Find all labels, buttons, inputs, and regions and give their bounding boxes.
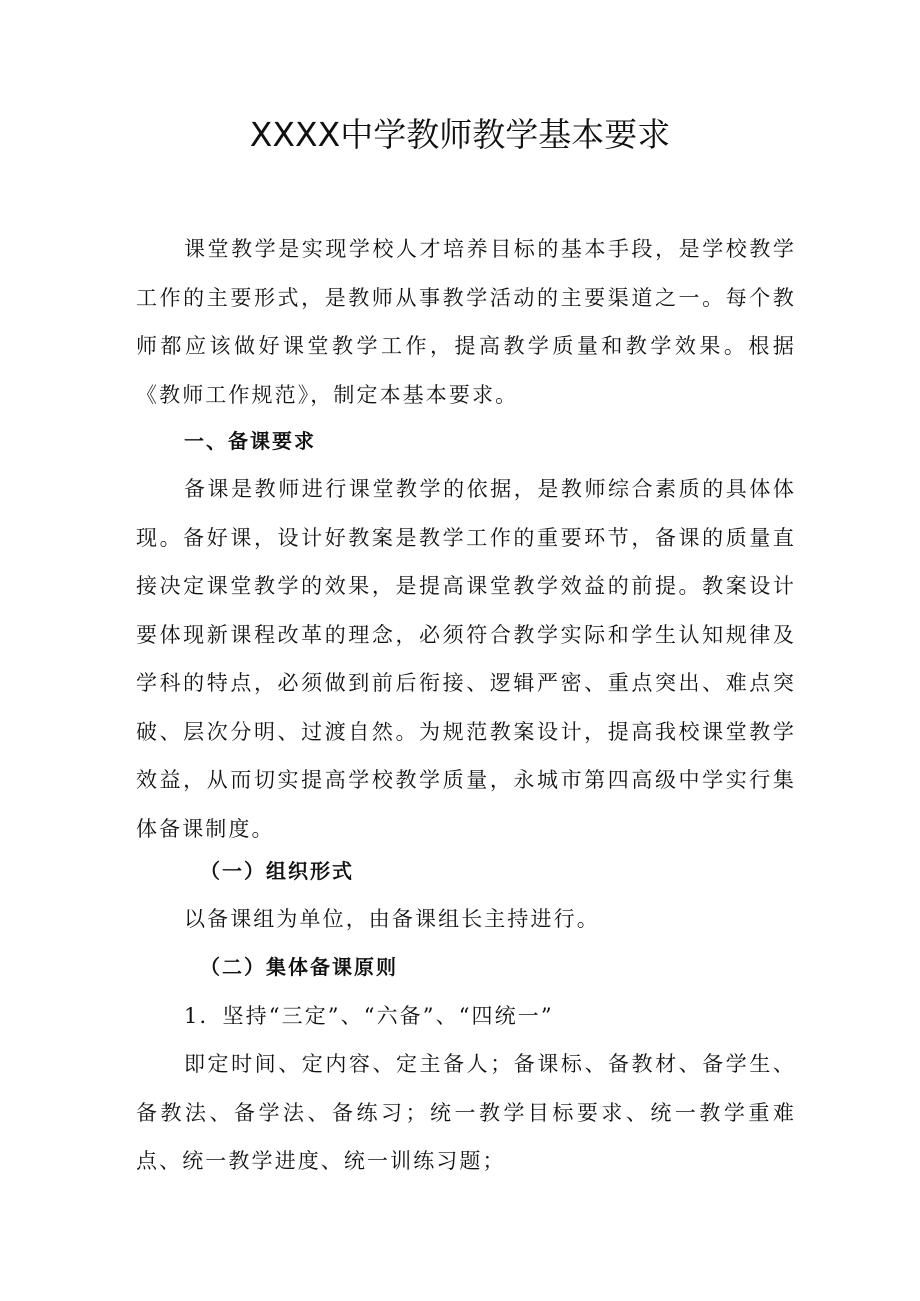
subsection-heading-principles: （二）集体备课原则: [200, 955, 398, 979]
intro-paragraph: 课堂教学是实现学校人才培养目标的基本手段，是学校教学工作的主要形式，是教师从事教学活动的主要渠道之一。每个教师都应该做好课堂教学工作，提高教学质量和教学效果。根据《教师工作规范》，制定本基本要求。: [136, 237, 796, 407]
section-heading-lesson-prep: 一、备课要求: [184, 429, 316, 453]
principle-item-title: 1．坚持“三定”、“六备”、“四统一”: [184, 1004, 554, 1028]
principle-item-paragraph: 即定时间、定内容、定主备人；备课标、备教材、备学生、备教法、备学法、备练习；统一教学目标要求、统一教学重难点、统一教学进度、统一训练习题；: [136, 1052, 796, 1173]
document-title: XXXX中学教师教学基本要求: [249, 115, 671, 154]
subsection-heading-organization: （一）组织形式: [200, 859, 354, 883]
organization-paragraph: 以备课组为单位，由备课组长主持进行。: [184, 907, 600, 931]
lesson-prep-paragraph: 备课是教师进行课堂教学的依据，是教师综合素质的具体体现。备好课，设计好教案是教学工作的重要环节，备课的质量直接决定课堂教学的效果，是提高课堂教学效益的前提。教案设计要体现新课程改革的理念，必须符合教学实际和学生认知规律及学科的特点，必须做到前后衔接、逻辑严密、重点突出、难点突破、层次分明、过渡自然。为规范教案设计，提高我校课堂教学效益，从而切实提高学校教学质量，永城市第四高级中学实行集体备课制度。: [136, 477, 796, 841]
